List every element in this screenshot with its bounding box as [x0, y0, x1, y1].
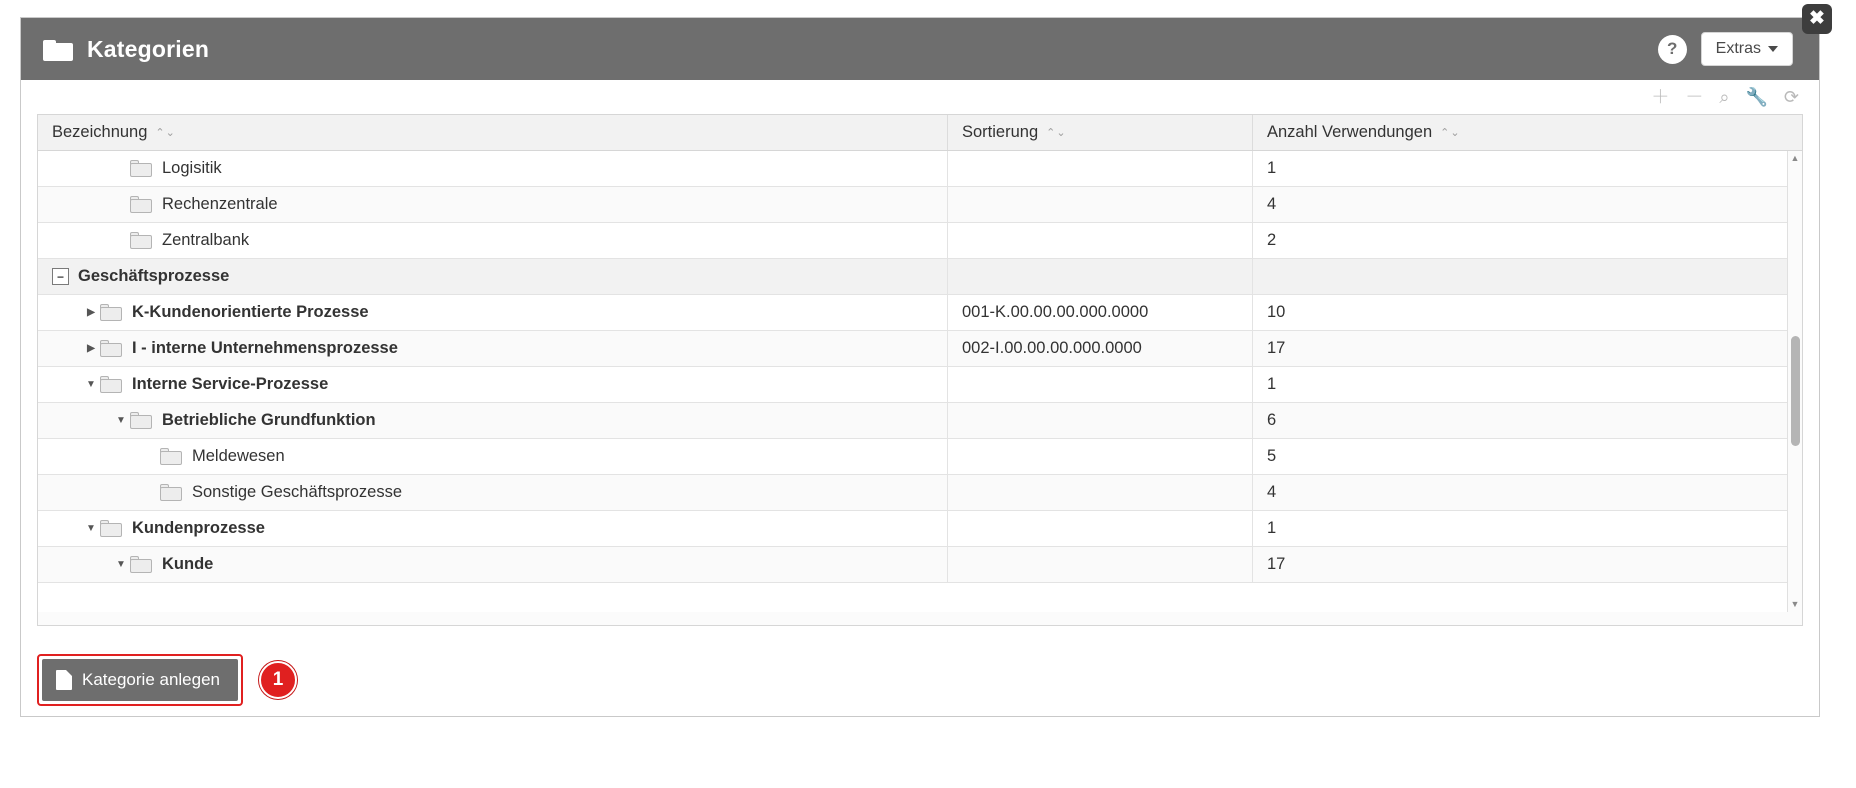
grid-header [38, 115, 1802, 151]
page-title: Kategorien [87, 35, 210, 62]
expand-toggle-open-icon[interactable]: ▼ [86, 523, 96, 534]
table-row[interactable] [38, 331, 1802, 367]
cell-sortierung [948, 367, 1253, 402]
settings-wrench-icon[interactable]: 🔧 [1745, 87, 1768, 107]
folder-icon [100, 340, 122, 357]
expand-toggle-placeholder [142, 451, 160, 462]
cell-sortierung [948, 259, 1253, 294]
sort-indicator[interactable]: ⌃⌄ [1046, 127, 1067, 139]
vertical-scrollbar[interactable] [1787, 151, 1802, 612]
grid-body [38, 151, 1802, 612]
cell-anzahl-verwendungen: 6 [1267, 411, 1277, 429]
row-label: Betriebliche Grundfunktion [162, 411, 376, 429]
scrollbar-thumb[interactable] [1791, 336, 1800, 446]
row-label: Kundenprozesse [132, 519, 265, 537]
folder-icon [43, 37, 73, 61]
extras-menu-button[interactable] [1701, 32, 1793, 66]
extras-label: Extras [1715, 40, 1761, 57]
expand-toggle-closed-icon[interactable]: ▶ [87, 307, 95, 318]
cell-anzahl-verwendungen: 5 [1267, 447, 1277, 465]
column-header-bezeichnung[interactable] [38, 115, 948, 150]
row-label: Interne Service-Prozesse [132, 375, 329, 393]
expand-toggle-placeholder [112, 235, 130, 246]
cell-anzahl-verwendungen: 4 [1267, 483, 1277, 501]
cell-sortierung [948, 511, 1253, 546]
folder-icon [100, 520, 122, 537]
chevron-down-icon [1768, 46, 1778, 52]
horizontal-scrollbar[interactable] [37, 612, 1803, 626]
cell-sortierung: 001-K.00.00.00.000.0000 [948, 295, 1253, 330]
folder-icon [130, 196, 152, 213]
window-titlebar [21, 18, 1819, 80]
document-icon [56, 670, 72, 690]
row-label: Meldewesen [192, 447, 285, 465]
cell-anzahl-verwendungen [1253, 259, 1802, 294]
group-collapse-toggle[interactable]: − [52, 268, 69, 285]
table-row[interactable] [38, 223, 1802, 259]
folder-icon [130, 412, 152, 429]
sort-indicator[interactable]: ⌃⌄ [155, 127, 176, 139]
create-button-highlight [37, 654, 243, 706]
scroll-down-arrow-icon[interactable]: ▼ [1790, 599, 1800, 609]
cell-anzahl-verwendungen: 1 [1267, 519, 1277, 537]
cell-bezeichnung [38, 187, 948, 222]
create-category-label: Kategorie anlegen [82, 670, 221, 689]
row-label: Geschäftsprozesse [78, 267, 230, 285]
cell-sortierung [948, 151, 1253, 186]
folder-icon [130, 232, 152, 249]
table-row[interactable] [38, 295, 1802, 331]
table-row[interactable] [38, 547, 1802, 583]
table-row[interactable] [38, 367, 1802, 403]
help-button[interactable]: ? [1658, 35, 1687, 64]
folder-icon [100, 304, 122, 321]
row-label: Kunde [162, 555, 214, 573]
refresh-icon[interactable]: ⟳ [1783, 87, 1799, 107]
folder-icon [160, 484, 182, 501]
table-row[interactable] [38, 475, 1802, 511]
expand-toggle-open-icon[interactable]: ▼ [116, 559, 126, 570]
row-label: Logisitik [162, 159, 222, 177]
table-row[interactable] [38, 187, 1802, 223]
cell-sortierung [948, 187, 1253, 222]
cell-bezeichnung [38, 475, 948, 510]
cell-bezeichnung [38, 223, 948, 258]
cell-bezeichnung [38, 295, 948, 330]
table-row[interactable] [38, 439, 1802, 475]
table-row[interactable] [38, 151, 1802, 187]
cell-sortierung: 002-I.00.00.00.000.0000 [948, 331, 1253, 366]
remove-icon[interactable]: － [1685, 87, 1704, 107]
expand-toggle-closed-icon[interactable]: ▶ [87, 343, 95, 354]
table-row[interactable] [38, 511, 1802, 547]
cell-bezeichnung [38, 367, 948, 402]
close-icon[interactable]: ✖ [1802, 4, 1832, 34]
add-icon[interactable]: ＋ [1651, 87, 1670, 107]
create-category-button[interactable] [42, 659, 238, 701]
categories-grid [37, 114, 1803, 612]
cell-sortierung [948, 547, 1253, 582]
folder-icon [130, 160, 152, 177]
cell-sortierung [948, 223, 1253, 258]
column-header-sortierung[interactable] [948, 115, 1253, 150]
cell-bezeichnung [38, 259, 948, 294]
cell-anzahl-verwendungen: 10 [1267, 303, 1286, 321]
search-icon[interactable]: ⌕ [1719, 87, 1730, 107]
cell-bezeichnung [38, 547, 948, 582]
table-row[interactable] [38, 403, 1802, 439]
table-row[interactable] [38, 259, 1802, 295]
expand-toggle-placeholder [142, 487, 160, 498]
scroll-up-arrow-icon[interactable]: ▲ [1790, 153, 1800, 163]
expand-toggle-placeholder [112, 199, 130, 210]
row-label: Zentralbank [162, 231, 250, 249]
cell-sortierung [948, 403, 1253, 438]
cell-bezeichnung [38, 511, 948, 546]
folder-icon [160, 448, 182, 465]
titlebar-actions [1658, 32, 1803, 66]
row-label: Rechenzentrale [162, 195, 278, 213]
row-label: Sonstige Geschäftsprozesse [192, 483, 403, 501]
cell-anzahl-verwendungen: 1 [1267, 159, 1277, 177]
cell-sortierung [948, 475, 1253, 510]
footer-actions [37, 654, 297, 706]
cell-anzahl-verwendungen: 17 [1267, 339, 1286, 357]
folder-icon [100, 376, 122, 393]
row-label: I - interne Unternehmensprozesse [132, 339, 398, 357]
sort-indicator[interactable]: ⌃⌄ [1440, 127, 1461, 139]
expand-toggle-open-icon[interactable]: ▼ [116, 415, 126, 426]
column-header-bezeichnung-label: Bezeichnung [52, 123, 148, 141]
cell-anzahl-verwendungen: 1 [1267, 375, 1277, 393]
cell-anzahl-verwendungen: 2 [1267, 231, 1277, 249]
column-header-anzahl-verwendungen[interactable] [1253, 115, 1802, 150]
row-label: K-Kundenorientierte Prozesse [132, 303, 369, 321]
cell-bezeichnung [38, 151, 948, 186]
grid-toolbar [21, 80, 1819, 114]
column-header-anzahl-label: Anzahl Verwendungen [1267, 123, 1433, 141]
expand-toggle-placeholder [112, 163, 130, 174]
column-header-sortierung-label: Sortierung [962, 123, 1039, 141]
cell-bezeichnung [38, 331, 948, 366]
cell-sortierung [948, 439, 1253, 474]
cell-bezeichnung [38, 403, 948, 438]
cell-bezeichnung [38, 439, 948, 474]
cell-anzahl-verwendungen: 17 [1267, 555, 1286, 573]
step-badge-1: 1 [259, 661, 297, 699]
expand-toggle-open-icon[interactable]: ▼ [86, 379, 96, 390]
kategorien-window [20, 8, 1825, 717]
folder-icon [130, 556, 152, 573]
cell-anzahl-verwendungen: 4 [1267, 195, 1277, 213]
